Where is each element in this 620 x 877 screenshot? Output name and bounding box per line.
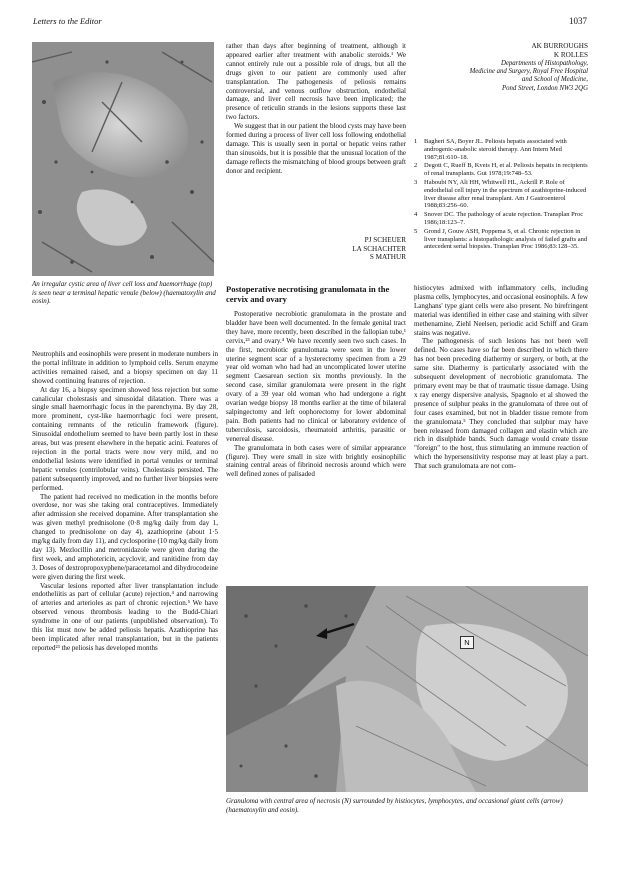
signatory: LA SCHACHTER	[352, 244, 406, 253]
article2-paragraph: Postoperative necrobiotic granulomata in the prostate and bladder have been well documented. In the female genital tract they have, more recently, been described in the fallopian tube,¹ cervix,²³ and ovary.⁴ We have recently seen two such cases. In the first, necrobiotic granulomata were seen in the lower uterine segment scar of a hysterectomy specimen from a 29 year old woman who had had an uncomplicated lower uterine segment Caesarean section six months previously. In the second case, similar granulomata were present in the right ovary of a 39 year old woman who had undergone a right ovarian wedge biopsy 18 months earlier at the time of bilateral salpingectomy and left oophorectomy for lower abdominal pain. Both patients had no clinical or laboratory evidence of tuberculosis, sarcoidosis, rheumatoid arthritis, parasitic or venereal disease.	[226, 310, 406, 443]
reference-text: Degott C, Rueff B, Kveis H, et al. Peliosis hepatis in recipients of renal transplants. Gut 1978;19:748–53.	[424, 162, 588, 178]
page-number: 1037	[569, 16, 587, 26]
reference-text: Haboubi NY, Ali HH, Whitwell HL, Ackrill P. Role of endothelial cell injury in the spectrum of azathioprine-induced liver disease after renal transplant. Am J Gastroenterol 1988;83:256–60.	[424, 178, 587, 210]
col1-paragraph: Neutrophils and eosinophils were present in moderate numbers in the portal infiltrate in addition to lymphoid cells. Serum enzyme activities remained raised, and a biopsy specimen on day 11 showed continuing features of rejection.	[32, 350, 218, 385]
reference-item	[414, 162, 588, 178]
article2-paragraph: The granulomata in both cases were of similar appearance (figure). They were small in size with brightly eosinophilic staining central areas of fibrinoid necrosis around which were well defined zones of palisaded	[226, 443, 406, 479]
signatory: K ROLLES	[553, 50, 588, 59]
reference-text: Bagheri SA, Boyer JL. Peliosis hepatis associated with androgenic-anabolic steroid therapy. Ann Intern Med 1987;81:610–18.	[424, 138, 567, 161]
article2-paragraph: The pathogenesis of such lesions has not been well defined. No cases have so far been described in which there has not been preceding diathermy or surgery, or both, at the same site. Diathermy is particularly associated with the subsequent development of necrobiotic granulomata. The primary event may be that of traumatic tissue damage. Using x ray energy dispersive analysis, Spagnolo et al showed the presence of sulphur peaks in the granulomata of three out of four cases examined, but not in bladder tissue remote from the granulomata.⁵ They concluded that sulphur may have been released from damaged collagen and elastin which are rich in disulphide bands. Such damage would create tissue "foreign" to the host, thus stimulating an immune reaction of which the hypersensitivity response may at least play a part. That such granulomata are not com-	[414, 337, 588, 471]
liver-micrograph	[32, 42, 214, 276]
col1-paragraph: At day 16, a biopsy specimen showed less rejection but some canalicular cholestasis and sinusoidal dilatation. There was a single small haemorrhagic focus in the parenchyma. By day 28, more prominent, cyst-like haemorrhagic foci were present, containing remnants of the reticulin framework (figure). Sinusoidal endothelium seemed to have been partly lost in these areas, but was present elsewhere in the hepatic acini. Features of rejection in the portal tracts were now very mild, and no endothelial lesions were identified in portal venules or terminal hepatic venules (centrilobular veins). Cholestasis persisted. The patient subsequently improved, and no further liver biopsies were performed.	[32, 385, 218, 492]
granuloma-micrograph	[226, 586, 588, 792]
reference-number: 3	[414, 178, 418, 186]
affiliation	[414, 60, 588, 93]
signatory: S MATHUR	[369, 253, 406, 262]
reference-item	[414, 138, 588, 161]
signatories-1	[226, 236, 406, 262]
col1-paragraph: Vascular lesions reported after liver transplantation include endotheliitis as part of cellular (acute) rejection,⁴ and narrowing of arteries and arterioles as part of chronic rejection.⁵ We have observed venous thrombosis leading to the Budd-Chiari syndrome in one of our patients (unpublished observation). To this list must now be added peliosis hepatis. Azathioprine has been implicated after renal transplantation, but in the patients reported²³ the peliosis has developed months	[32, 581, 218, 652]
reference-item	[414, 228, 588, 251]
figure2-caption: Granuloma with central area of necrosis (N) surrounded by histiocytes, lymphocytes, and occasional giant cells (arrow) (haematoxylin and eosin).	[226, 797, 563, 814]
signatories-2	[414, 42, 588, 59]
reference-number: 2	[414, 162, 418, 170]
affiliation-line: Departments of Histopathology,	[500, 60, 588, 67]
col2-paragraph: We suggest that in our patient the blood cysts may have been formed during a process of liver cell loss following endothelial damage. This is usually seen in portal or hepatic veins rather than sinusoids, but it is possible that the unusual location of the damage reflects the mismatching of blood groups between graft donor and recipient.	[226, 122, 406, 175]
col1-paragraph: The patient had received no medication in the months before overdose, nor was she taking oral contraceptives. Immediately after admission she received dopamine. After transplantation she was given methyl prednisolone (0·8 mg/kg daily from day 1, changed to prednisolone on day 4), azathioprine (about 1·5 mg/kg daily from day 11), and cyclosporine (10 mg/kg daily from day 13). Mezlocillin and metronidazole were given during the first week, and amphotericin, acyclovir, and ranitidine from day 3. Doses of dextropropoxyphene/paracetamol and dihydrocodeine were given during the first week.	[32, 492, 218, 581]
article2-col2-body	[226, 310, 406, 479]
running-head: Letters to the Editor	[33, 16, 102, 26]
article2-paragraph: histiocytes admixed with inflammatory cells, including plasma cells, lymphocytes, and occasional eosinophils. A few Langhans' type giant cells were also present. No birefringent material was identified in either case and staining with silver methenamine, Ziehl Neelsen, periodic acid Schiff and Gram stains was negative.	[414, 284, 588, 337]
reference-list	[414, 138, 588, 252]
reference-text: Grond J, Gouw ASH, Poppema S, et al. Chronic rejection in liver transplants: a histopathologic analysis of failed grafts and antecedent serial biopsies. Transplan Proc 1986;83:128–35.	[424, 227, 588, 251]
reference-text: Snover DC. The pathology of acute rejection. Transplan Proc 1986;18:123–7.	[424, 211, 584, 226]
reference-item	[414, 179, 588, 210]
col1-body	[32, 350, 218, 653]
col2-body	[226, 42, 406, 176]
reference-number: 1	[414, 138, 418, 145]
affiliation-line: Medicine and Surgery, Royal Free Hospital	[469, 68, 588, 76]
article2-col3-body	[414, 284, 588, 471]
necrosis-label: N	[460, 636, 474, 649]
affiliation-line: and School of Medicine,	[521, 76, 588, 84]
figure1-caption: An irregular cystic area of liver cell loss and haemorrhage (top) is seen near a terminal hepatic venule (below) (haematoxylin and eosin).	[32, 280, 216, 306]
affiliation-line: Pond Street, London NW3 2QG	[501, 84, 588, 92]
reference-number: 5	[414, 227, 418, 235]
reference-item	[414, 211, 588, 227]
signatory: AK BURROUGHS	[531, 42, 588, 50]
article2-title: Postoperative necrotising granulomata in the cervix and ovary	[226, 284, 390, 304]
col2-paragraph: rather than days after beginning of treatment, although it appeared earlier after treatment with anabolic steroids.¹ We cannot entirely rule out a possible role of drugs, but all the drugs given to our patient are commonly used after transplantation. The pathogenesis of peliosis remains controversial, and venous outflow obstruction, endothelial damage, and liver cell necrosis have been implicated; the presence of reticulin strands in the lesions supports these last two factors.	[226, 42, 406, 122]
reference-number: 4	[414, 211, 418, 219]
signatory: PJ SCHEUER	[364, 236, 406, 244]
